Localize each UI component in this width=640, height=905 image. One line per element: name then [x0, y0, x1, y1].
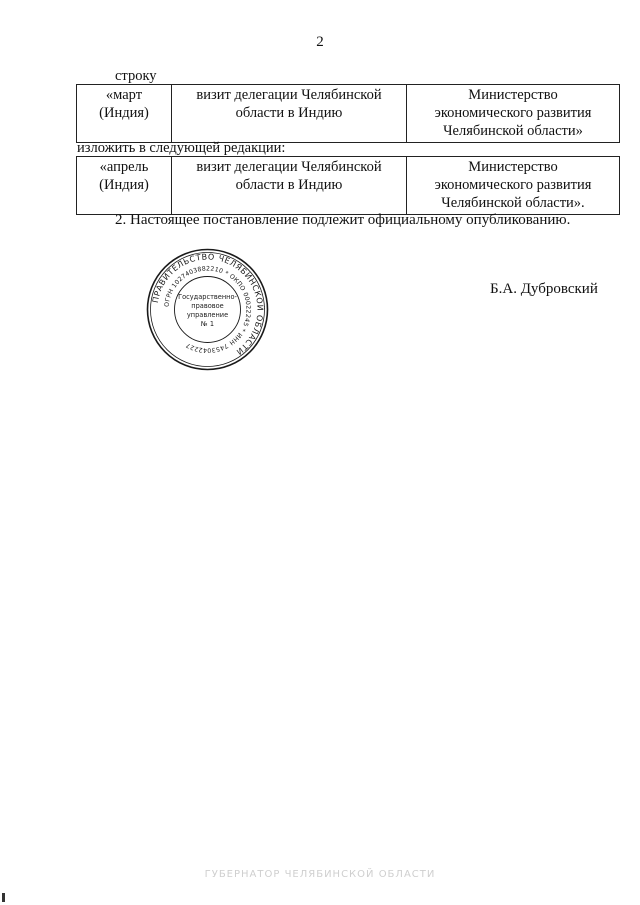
cell-line: визит делегации Челябинской	[196, 159, 382, 175]
cell-line: Челябинской области».	[441, 195, 585, 211]
cell-line: экономического развития	[434, 105, 592, 121]
old-row-table	[76, 84, 620, 143]
scan-edge-mark	[2, 893, 5, 902]
old-row-responsible-cell	[407, 85, 620, 143]
new-row-event-cell	[172, 157, 407, 215]
cell-line: Министерство	[468, 87, 558, 103]
signature-name: Б.А. Дубровский	[490, 281, 598, 297]
seal-center-line: правовое	[191, 302, 224, 310]
official-seal-icon	[145, 247, 270, 372]
cell-line: (Индия)	[99, 177, 149, 193]
intro-text: строку	[115, 68, 157, 84]
seal-graphic	[145, 247, 270, 372]
cell-line: области в Индию	[235, 177, 343, 193]
cell-line: области в Индию	[235, 105, 343, 121]
seal-outer-text: ПРАВИТЕЛЬСТВО ЧЕЛЯБИНСКОЙ ОБЛАСТИ	[150, 252, 265, 357]
new-row-responsible-cell	[407, 157, 620, 215]
new-row-table	[76, 156, 620, 215]
new-row-date-cell	[77, 157, 172, 215]
cell-line: визит делегации Челябинской	[196, 87, 382, 103]
table-row	[77, 157, 620, 215]
cell-line: «март	[105, 87, 143, 103]
paragraph-2: 2. Настоящее постановление подлежит официальному опубликованию.	[115, 212, 571, 228]
old-row-date-cell	[77, 85, 172, 143]
cell-line: Министерство	[468, 159, 558, 175]
seal-inner-text: ОГРН 1027403882210 * ОКПО 00022245 * ИНН 7453042227	[163, 265, 252, 354]
cell-line: экономического развития	[434, 177, 592, 193]
cell-line: (Индия)	[99, 105, 149, 121]
seal-center-line: Государственно-	[178, 293, 237, 301]
seal-center-line: № 1	[200, 320, 215, 328]
old-row-event-cell	[172, 85, 407, 143]
cell-line: «апрель	[99, 159, 149, 175]
replace-text: изложить в следующей редакции:	[77, 140, 286, 156]
seal-center-line: управление	[186, 311, 229, 319]
cell-line: Челябинской области»	[443, 123, 583, 139]
page-number: 2	[316, 34, 324, 50]
table-row	[77, 85, 620, 143]
footer-faint-text: ГУБЕРНАТОР ЧЕЛЯБИНСКОЙ ОБЛАСТИ	[204, 869, 436, 880]
